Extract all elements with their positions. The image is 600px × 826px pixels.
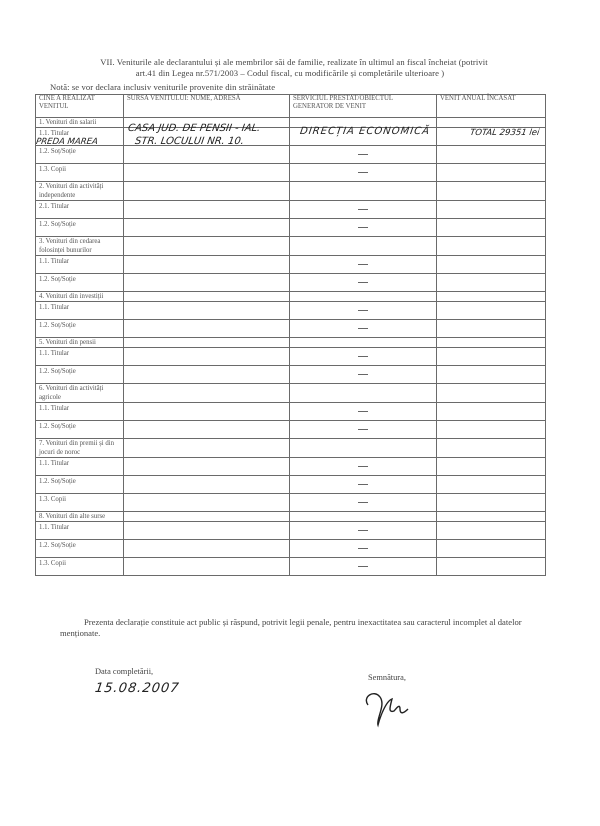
table-cell	[437, 494, 546, 512]
table-cell	[290, 302, 437, 320]
table-cell	[290, 366, 437, 384]
table-row	[36, 476, 546, 494]
col-header-amount: VENIT ANUAL ÎNCASAT	[437, 95, 546, 118]
table-cell	[124, 256, 290, 274]
section-cell	[290, 512, 437, 522]
section-cell	[437, 512, 546, 522]
table-cell	[124, 403, 290, 421]
date-label: Data completării,	[95, 667, 154, 676]
table-row	[36, 494, 546, 512]
row-label: 1.1. Titular	[36, 256, 124, 274]
section-cell	[437, 292, 546, 302]
empty-dash	[358, 209, 368, 210]
table-cell	[437, 558, 546, 576]
table-cell	[290, 274, 437, 292]
empty-dash	[358, 227, 368, 228]
row-label: 2.1. Titular	[36, 201, 124, 219]
section-title-row	[36, 237, 546, 256]
section-title: 5. Venituri din pensii	[36, 338, 124, 348]
table-row	[36, 302, 546, 320]
table-row	[36, 522, 546, 540]
table-row	[36, 558, 546, 576]
table-cell	[290, 256, 437, 274]
table-cell	[290, 201, 437, 219]
row-label: 1.1. Titular	[36, 302, 124, 320]
table-row	[36, 201, 546, 219]
row-label: 1.2. Soț/Soție	[36, 274, 124, 292]
table-cell	[437, 201, 546, 219]
col-header-service: SERVICIUL PRESTAT/OBIECTUL GENERATOR DE VENIT	[290, 95, 437, 118]
row-label: 1.2. Soț/Soție	[36, 476, 124, 494]
table-cell	[290, 348, 437, 366]
table-cell	[124, 540, 290, 558]
table-cell	[124, 146, 290, 164]
section-cell	[290, 237, 437, 256]
table-row	[36, 366, 546, 384]
handwritten-amount: TOTAL 29351 lei	[469, 128, 540, 138]
table-cell	[124, 458, 290, 476]
table-cell	[290, 421, 437, 439]
section-title: 3. Venituri din cedarea folosinței bunurilor	[36, 237, 124, 256]
empty-dash	[358, 429, 368, 430]
table-cell	[437, 146, 546, 164]
section-title: 8. Venituri din alte surse	[36, 512, 124, 522]
row-label: 1.2. Soț/Soție	[36, 146, 124, 164]
table-cell	[437, 476, 546, 494]
table-cell	[437, 302, 546, 320]
table-cell	[290, 403, 437, 421]
table-row	[36, 164, 546, 182]
section-cell	[124, 182, 290, 201]
section-cell	[437, 237, 546, 256]
section-cell	[124, 237, 290, 256]
table-cell	[437, 540, 546, 558]
table-row	[36, 146, 546, 164]
section-cell	[124, 292, 290, 302]
section-cell	[290, 292, 437, 302]
empty-dash	[358, 282, 368, 283]
table-cell	[290, 522, 437, 540]
section-title-row	[36, 384, 546, 403]
section-title-row	[36, 338, 546, 348]
income-table-body	[36, 118, 546, 576]
row-label: 1.1. Titular	[36, 128, 124, 146]
empty-dash	[358, 566, 368, 567]
section-title: 7. Venituri din premii și din jocuri de noroc	[36, 439, 124, 458]
row-label: 1.2. Soț/Soție	[36, 540, 124, 558]
row-label: 1.2. Soț/Soție	[36, 320, 124, 338]
section-cell	[437, 182, 546, 201]
section-cell	[437, 439, 546, 458]
empty-dash	[358, 466, 368, 467]
table-cell	[124, 476, 290, 494]
table-cell	[437, 320, 546, 338]
section-cell	[437, 118, 546, 128]
table-row	[36, 403, 546, 421]
table-cell	[290, 320, 437, 338]
table-cell	[290, 476, 437, 494]
row-label: 1.2. Soț/Soție	[36, 219, 124, 237]
section-cell	[290, 338, 437, 348]
table-cell	[437, 403, 546, 421]
empty-dash	[358, 530, 368, 531]
row-label: 1.1. Titular	[36, 522, 124, 540]
table-cell	[290, 458, 437, 476]
section-cell	[437, 384, 546, 403]
row-label: 1.1. Titular	[36, 403, 124, 421]
empty-dash	[358, 264, 368, 265]
section-title-row	[36, 292, 546, 302]
row-label: 1.3. Copii	[36, 164, 124, 182]
table-cell	[124, 366, 290, 384]
section-title-row	[36, 118, 546, 128]
table-cell	[124, 219, 290, 237]
empty-dash	[358, 374, 368, 375]
table-row	[36, 348, 546, 366]
table-row	[36, 320, 546, 338]
section-title-row	[36, 439, 546, 458]
section-cell	[290, 384, 437, 403]
empty-dash	[358, 356, 368, 357]
table-cell	[290, 219, 437, 237]
handwritten-source-line2: STR. LOCULUI NR. 10.	[134, 136, 245, 147]
table-cell	[437, 522, 546, 540]
table-cell	[437, 366, 546, 384]
table-cell	[437, 219, 546, 237]
table-row	[36, 540, 546, 558]
table-cell	[437, 274, 546, 292]
empty-dash	[358, 548, 368, 549]
table-cell	[437, 458, 546, 476]
table-cell	[124, 164, 290, 182]
handwritten-who: PREDA MAREA	[35, 137, 99, 147]
signature-icon	[360, 683, 420, 729]
section-title: 6. Venituri din activități agricole	[36, 384, 124, 403]
table-cell	[124, 421, 290, 439]
section-cell	[290, 182, 437, 201]
empty-dash	[358, 172, 368, 173]
signature-label: Semnătura,	[368, 673, 406, 682]
table-cell	[124, 320, 290, 338]
row-label: 1.3. Copii	[36, 558, 124, 576]
table-cell	[124, 274, 290, 292]
table-cell	[437, 421, 546, 439]
table-cell	[124, 302, 290, 320]
col-header-source: SURSA VENITULUI: NUME, ADRESĂ	[124, 95, 290, 118]
section-heading-law: art.41 din Legea nr.571/2003 – Codul fiscal, cu modificările și completările ulterioare )	[135, 68, 445, 78]
section-title-row	[36, 512, 546, 522]
section-cell	[124, 512, 290, 522]
empty-dash	[358, 328, 368, 329]
empty-dash	[358, 310, 368, 311]
col-header-who: CINE A REALIZAT VENITUL	[36, 95, 124, 118]
section-cell	[437, 338, 546, 348]
table-row	[36, 458, 546, 476]
foreign-income-note: Notă: se vor declara inclusiv veniturile provenite din străinătate	[50, 82, 276, 92]
section-title-row	[36, 182, 546, 201]
section-title: 2. Venituri din activități independente	[36, 182, 124, 201]
table-cell	[437, 256, 546, 274]
section-cell	[124, 384, 290, 403]
table-row	[36, 421, 546, 439]
table-cell	[124, 494, 290, 512]
row-label: 1.2. Soț/Soție	[36, 366, 124, 384]
section-cell	[290, 439, 437, 458]
empty-dash	[358, 502, 368, 503]
empty-dash	[358, 484, 368, 485]
table-cell	[290, 494, 437, 512]
row-label: 1.2. Soț/Soție	[36, 421, 124, 439]
section-cell	[124, 439, 290, 458]
table-cell	[290, 164, 437, 182]
handwritten-service: DIRECȚIA ECONOMICĂ	[299, 126, 431, 137]
table-cell	[124, 348, 290, 366]
section-title: 4. Venituri din investiții	[36, 292, 124, 302]
handwritten-source-line1: CASA JUD. DE PENSII - IAL.	[127, 123, 262, 134]
table-cell	[290, 540, 437, 558]
section-heading: VII. Veniturile ale declarantului și ale membrilor săi de familie, realizate în ultimul an fiscal încheiat (potrivit	[100, 57, 488, 67]
table-cell	[124, 201, 290, 219]
income-table	[35, 94, 546, 576]
section-title: 1. Venituri din salarii	[36, 118, 124, 128]
legal-statement: Prezenta declarație constituie act public și răspund, potrivit legii penale, pentru inexactitatea sau caracterul incomplet al datelor menționate.	[60, 617, 522, 638]
row-label: 1.1. Titular	[36, 458, 124, 476]
date-value: 15.08.2007	[93, 681, 181, 696]
row-label: 1.3. Copii	[36, 494, 124, 512]
table-row	[36, 274, 546, 292]
table-cell	[290, 558, 437, 576]
table-cell	[437, 164, 546, 182]
table-cell	[290, 146, 437, 164]
table-cell	[124, 558, 290, 576]
table-row	[36, 219, 546, 237]
section-cell	[124, 338, 290, 348]
table-row	[36, 256, 546, 274]
empty-dash	[358, 154, 368, 155]
empty-dash	[358, 411, 368, 412]
row-label: 1.1. Titular	[36, 348, 124, 366]
table-cell	[124, 522, 290, 540]
table-cell	[437, 348, 546, 366]
